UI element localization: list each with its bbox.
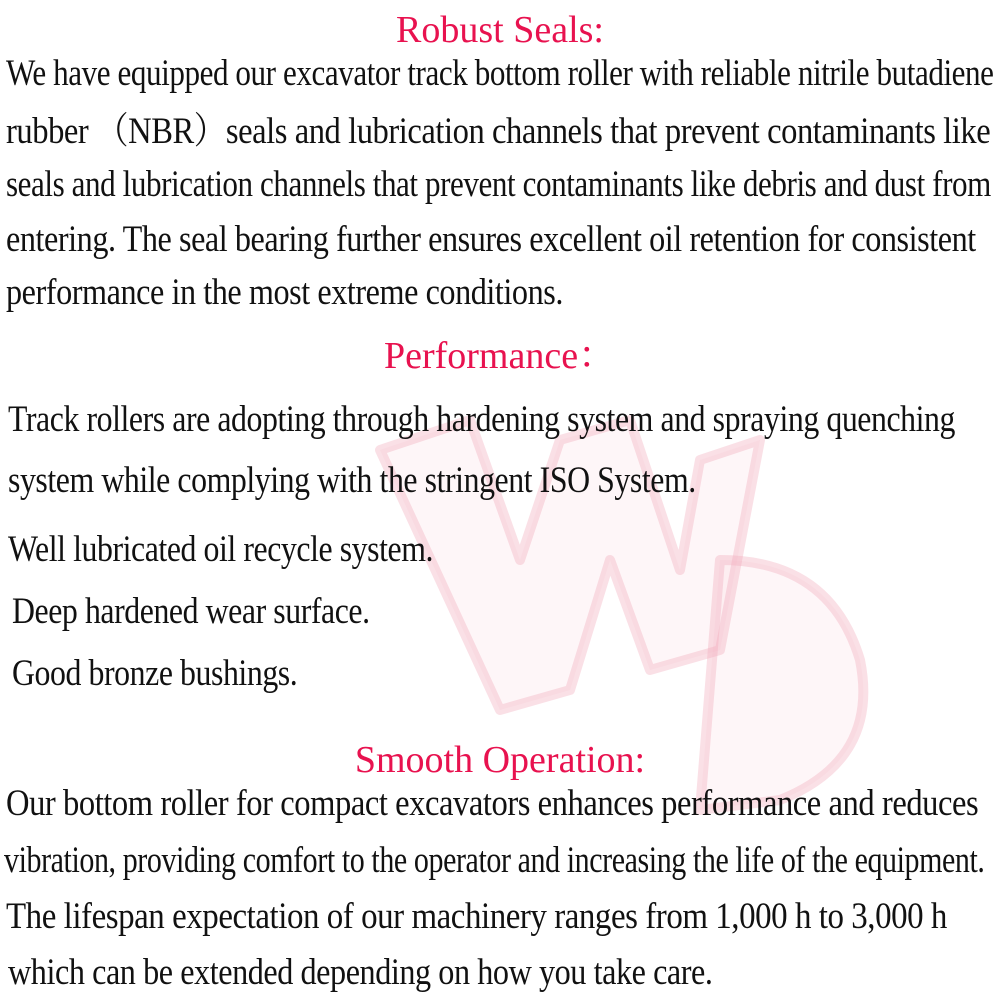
- section-heading-smooth-operation: Smooth Operation:: [354, 739, 646, 781]
- section-3-line-3: The lifespan expectation of our machinery ranges from 1,000 h to 3,000 h: [6, 896, 947, 937]
- section-heading-robust-seals: Robust Seals:: [396, 9, 604, 51]
- section-1-line-5: performance in the most extreme conditions.: [6, 272, 563, 313]
- section-2-line-5: Good bronze bushings.: [12, 653, 298, 694]
- section-1-line-2: rubber （NBR）seals and lubrication channels that prevent contaminants like: [6, 111, 991, 152]
- section-2-line-4: Deep hardened wear surface.: [12, 591, 370, 632]
- section-2-line-1: Track rollers are adopting through hardening system and spraying quenching: [8, 399, 956, 440]
- section-3-line-4: which can be extended depending on how you take care.: [8, 952, 713, 993]
- section-3-line-2: vibration, providing comfort to the operator and increasing the life of the equipment.: [4, 840, 985, 881]
- section-1-line-1: We have equipped our excavator track bottom roller with reliable nitrile butadiene: [6, 53, 994, 94]
- section-heading-performance: Performance：: [383, 335, 617, 377]
- section-3-line-1: Our bottom roller for compact excavators enhances performance and reduces: [6, 783, 979, 824]
- section-1-line-4: entering. The seal bearing further ensures excellent oil retention for consistent: [6, 219, 976, 260]
- section-2-line-2: system while complying with the stringent ISO System.: [8, 460, 696, 501]
- section-1-line-3: seals and lubrication channels that prevent contaminants like debris and dust from: [6, 164, 991, 205]
- section-2-line-3: Well lubricated oil recycle system.: [8, 529, 434, 570]
